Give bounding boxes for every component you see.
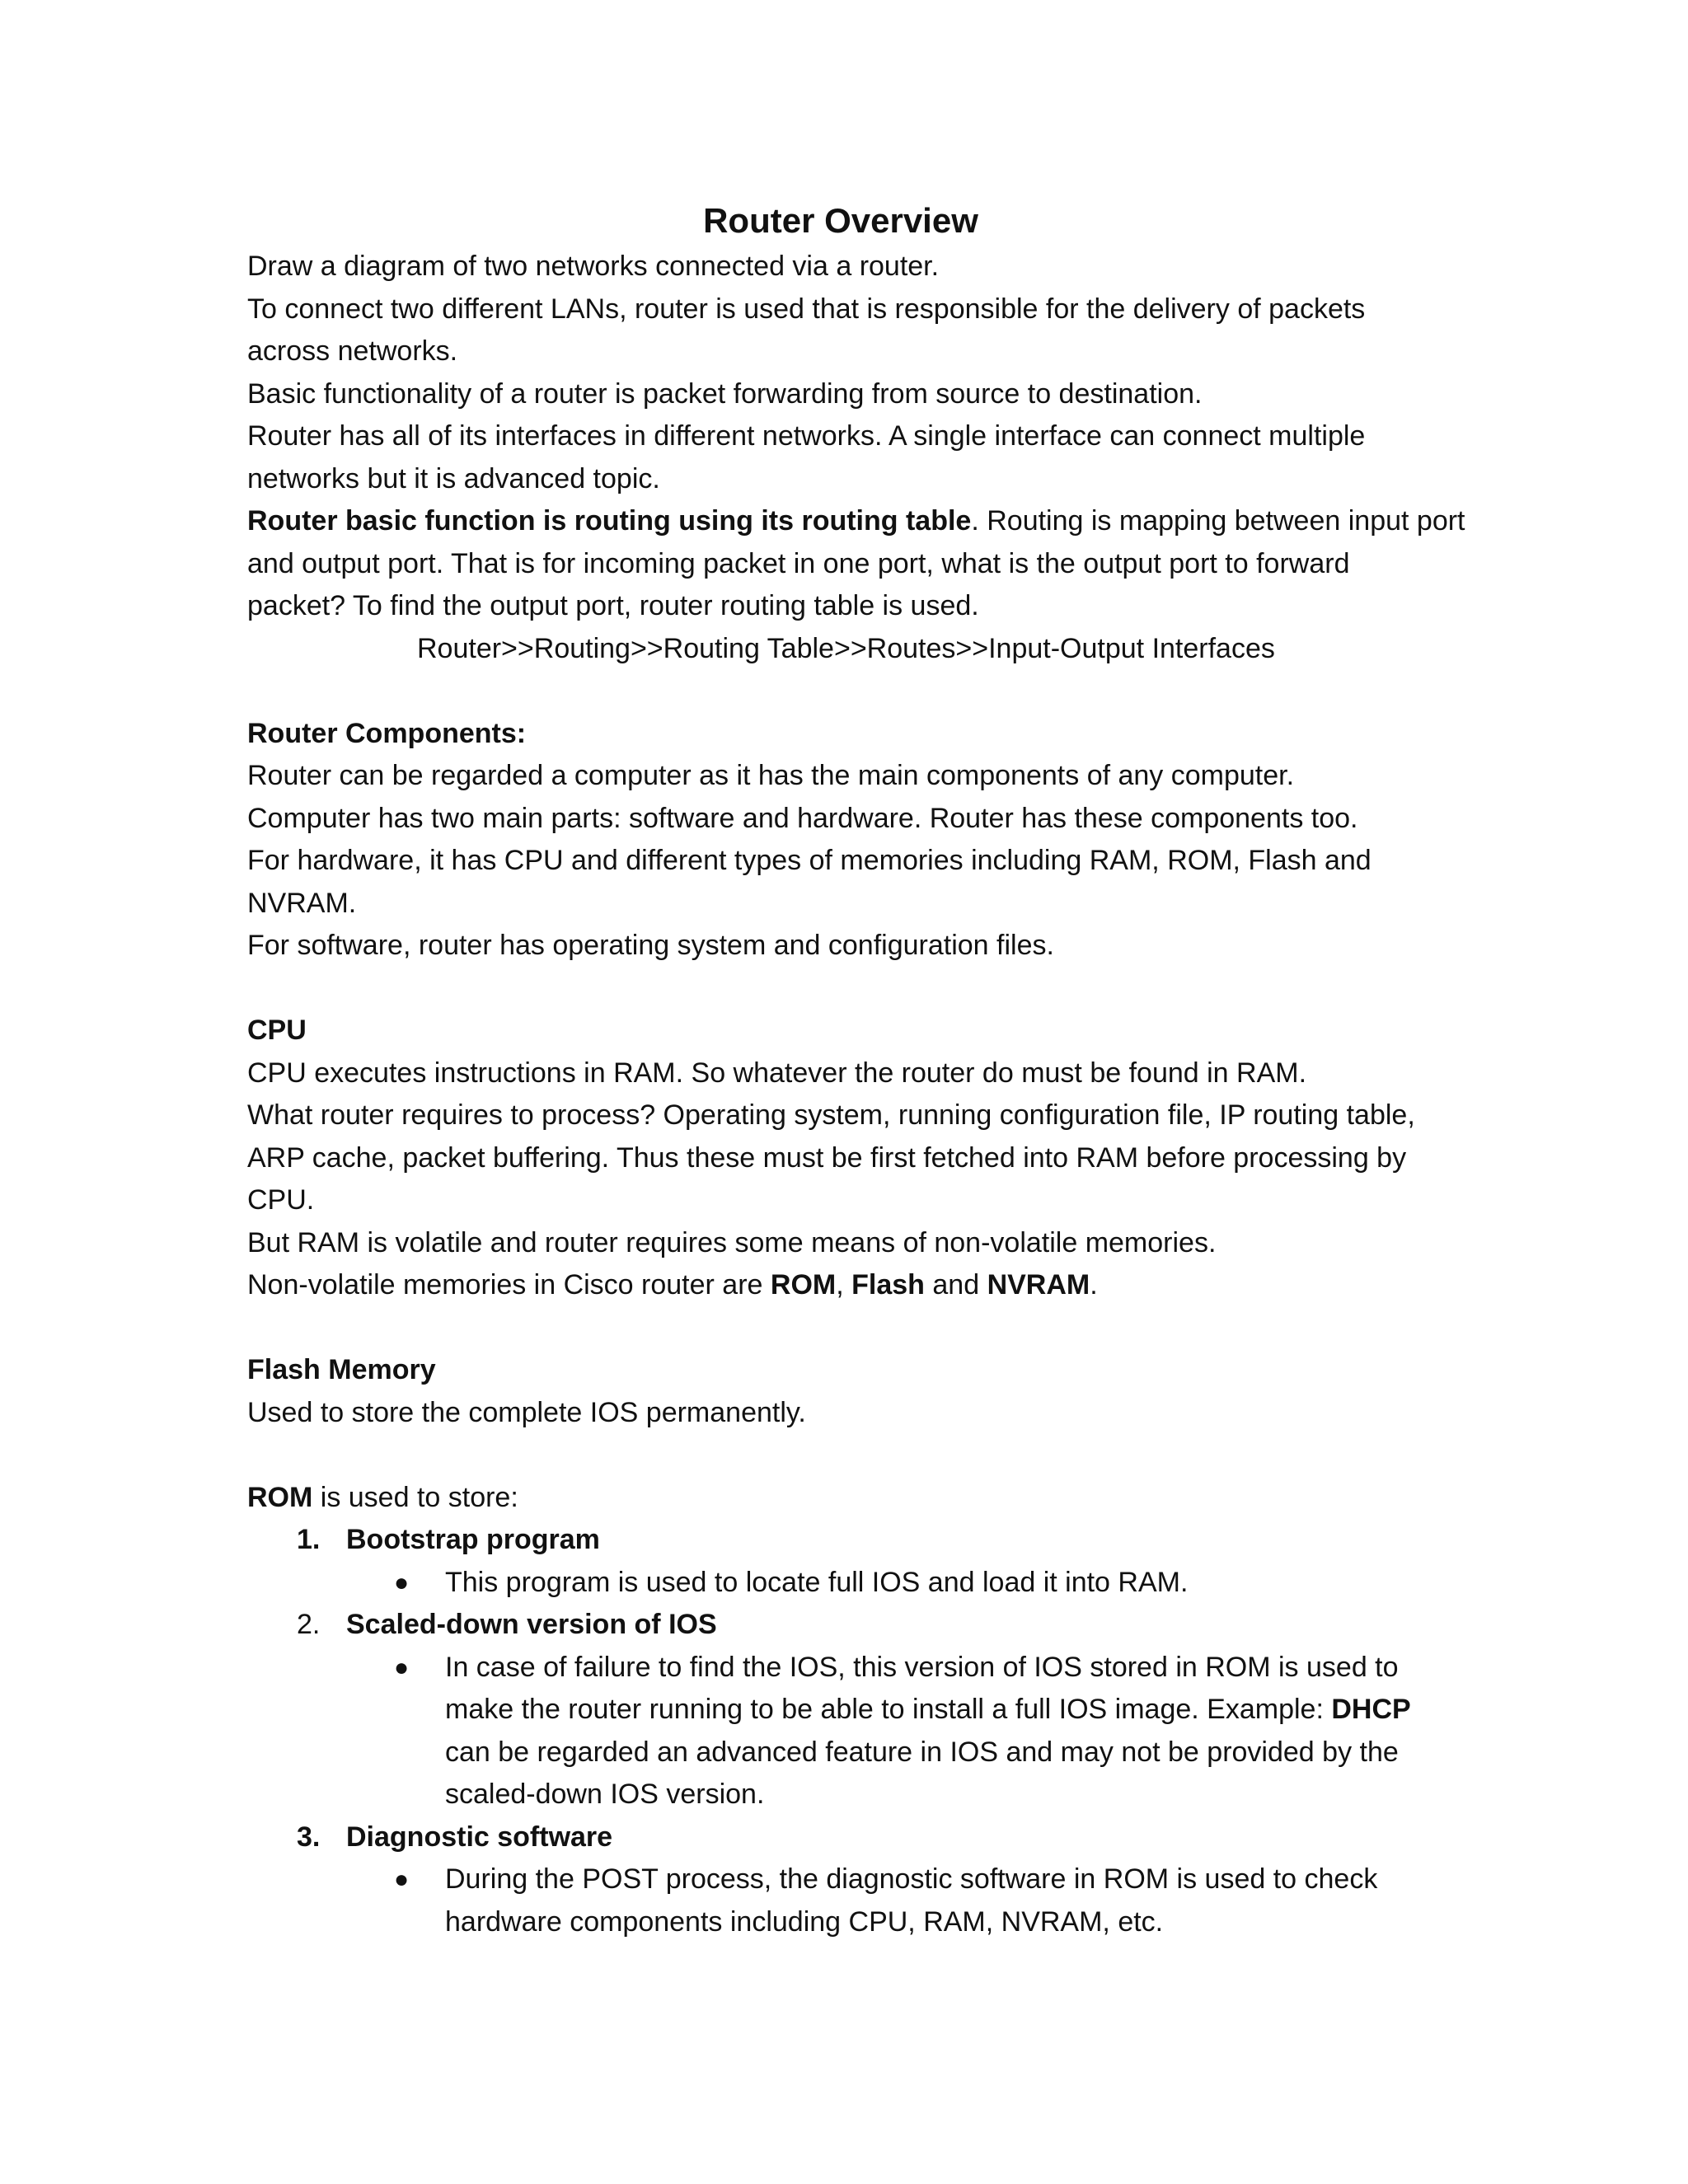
spacer — [247, 670, 1434, 713]
intro-line-9: packet? To find the output port, router routing table is used. — [247, 590, 979, 621]
bullet-icon: ● — [394, 1568, 410, 1596]
cpu-line-6 — [247, 1264, 1434, 1307]
rom-intro-rest: is used to store: — [312, 1481, 518, 1513]
components-heading: Router Components: — [247, 717, 527, 749]
rom-item-2-bullet — [247, 1647, 1434, 1816]
intro-line-3: across networks. — [247, 335, 458, 367]
list-item-label: Scaled-down version of IOS — [346, 1609, 717, 1640]
routing-flow: Router>>Routing>>Routing Table>>Routes>>Input-Output Interfaces — [417, 632, 1275, 664]
bullet-text: During the POST process, the diagnostic software in ROM is used to check hardware components including CPU, RAM, NVRAM, etc. — [445, 1863, 1378, 1938]
intro-line-2: To connect two different LANs, router is used that is responsible for the delivery of packets — [247, 293, 1366, 325]
bullet-text-post: can be regarded an advanced feature in IOS and may not be provided by the scaled-down IOS version. — [445, 1736, 1399, 1810]
list-item-label: Diagnostic software — [346, 1821, 613, 1853]
cpu-line-1: CPU executes instructions in RAM. So whatever the router do must be found in RAM. — [247, 1057, 1307, 1089]
spacer — [247, 1307, 1434, 1350]
intro-line-1: Draw a diagram of two networks connected via a router. — [247, 251, 940, 282]
intro-line-8: and output port. That is for incoming packet in one port, what is the output port to forward — [247, 547, 1350, 579]
flash-line-1: Used to store the complete IOS permanently. — [247, 1396, 806, 1428]
list-number: 2. — [297, 1609, 321, 1640]
bullet-text-pre: In case of failure to find the IOS, this version of IOS stored in ROM is used to make the router running to be able to install a full IOS image. Example: — [445, 1651, 1399, 1725]
document-page — [247, 198, 1465, 1943]
list-item-label: Bootstrap program — [346, 1524, 600, 1555]
intro-line-6: networks but it is advanced topic. — [247, 462, 660, 494]
comma: , — [836, 1269, 852, 1301]
period: . — [1090, 1269, 1098, 1301]
and-text: and — [924, 1269, 987, 1301]
components-line-3: For hardware, it has CPU and different types of memories including RAM, ROM, Flash and — [247, 845, 1372, 876]
intro-line-4: Basic functionality of a router is packet forwarding from source to destination. — [247, 377, 1203, 410]
nvram-term: NVRAM — [987, 1269, 1090, 1301]
rom-item-3-bullet — [247, 1858, 1434, 1943]
bullet-icon: ● — [394, 1653, 410, 1681]
cpu-line-2: What router requires to process? Operating system, running configuration file, IP routing table, — [247, 1099, 1415, 1131]
rom-intro-term: ROM — [247, 1481, 313, 1513]
components-line-1: Router can be regarded a computer as it has the main components of any computer. — [247, 760, 1295, 791]
bullet-text: This program is used to locate full IOS and load it into RAM. — [445, 1566, 1189, 1598]
spacer — [247, 1434, 1434, 1477]
rom-list-item-1 — [247, 1519, 1434, 1562]
components-line-2: Computer has two main parts: software and hardware. Router has these components too. — [247, 802, 1358, 834]
intro-line-7 — [247, 500, 1465, 543]
intro-line-5: Router has all of its interfaces in different networks. A single interface can connect multiple — [247, 420, 1366, 452]
intro-line-7-rest: . Routing is mapping between input port — [971, 505, 1465, 537]
rom-term: ROM — [770, 1269, 837, 1301]
flash-heading: Flash Memory — [247, 1354, 436, 1385]
rom-item-1-bullet — [247, 1562, 1434, 1605]
dhcp-term: DHCP — [1331, 1694, 1411, 1725]
list-number: 1. — [297, 1524, 321, 1555]
cpu-heading: CPU — [247, 1015, 307, 1046]
spacer — [247, 968, 1434, 1010]
rom-list-item-2 — [247, 1604, 1434, 1647]
components-line-4: NVRAM. — [247, 887, 357, 919]
page-title: Router Overview — [703, 201, 978, 240]
cpu-line-5: But RAM is volatile and router requires some means of non-volatile memories. — [247, 1226, 1217, 1258]
components-line-5: For software, router has operating system and configuration files. — [247, 930, 1054, 961]
cpu-line-3: ARP cache, packet buffering. Thus these must be first fetched into RAM before processing by — [247, 1141, 1407, 1174]
cpu-line-4: CPU. — [247, 1184, 315, 1216]
routing-emphasis: Router basic function is routing using its routing table — [247, 505, 972, 537]
rom-list-item-3 — [247, 1816, 1434, 1859]
flash-term: Flash — [851, 1269, 925, 1301]
cpu-line-6-text: Non-volatile memories in Cisco router are — [247, 1269, 771, 1301]
bullet-icon: ● — [394, 1866, 410, 1893]
rom-intro — [247, 1477, 1434, 1520]
list-number: 3. — [297, 1821, 321, 1853]
